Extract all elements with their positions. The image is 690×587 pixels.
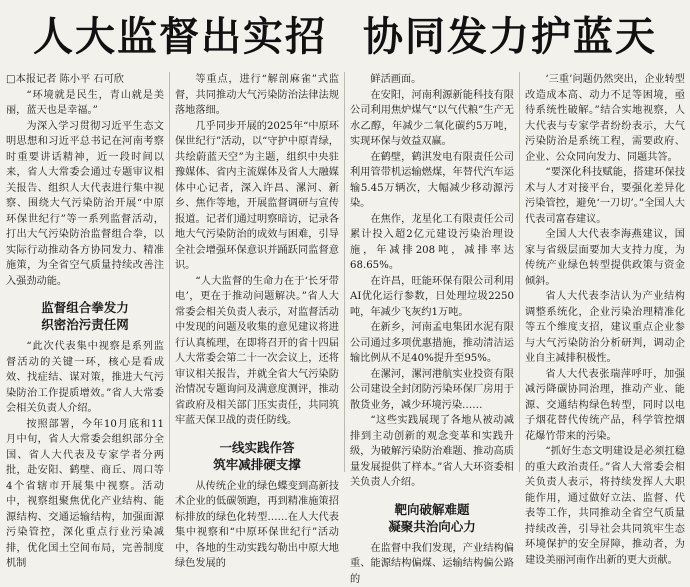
col4-paragraph: ‘三重’问题仍然突出，企业转型改造成本高、动力不足等困境，亟待系统性破解。”结合实地视察，人大代表与专家学者纷纷表示，大气污染防治是系统工程，需要政府、企业、公众同向发力、同题共答。 [525,72,685,165]
col1-paragraph: 按照部署，今年10月底和11月中旬，省人大常委会组织部分全国、省人大代表及专家学者分两批，赴安阳、鹤壁、商丘、周口等4个省辖市开展集中视察。活动中，视察组聚焦优化产业结构、能源结构、交通运输结构，加强面源污染管控，深化重点行业污染减排，优化国土空间布局，完善制度机制 [6,417,164,572]
col3-paragraph: 在许昌，旺能环保有限公司利用AI优化运行参数，日处理垃圾2250吨，年减少飞灰约1万吨。 [350,274,514,321]
col3-paragraph: 在鹤壁，鹤淇发电有限责任公司利用管带机运输燃煤，年替代汽车运输5.45万辆次，大幅减少移动源污染。 [350,150,514,212]
col4-paragraph: 省人大代表李洁认为产业结构调整系统化，企业污染治理精准化等五个维度支招，建议重点企业参与大气污染防治分析研判，调动企业自主减排积极性。 [525,289,685,367]
col2-paragraph: 等重点，进行“解剖麻雀”式监督，共同推动大气污染防治法律法规落地落细。 [175,72,339,119]
column-1 [6,72,164,472]
col3-paragraph: 在安阳，河南利源新能科技有限公司利用焦炉煤气“以气代粮”生产无水乙醇，年减少二氧化碳约5万吨，实现环保与效益双赢。 [350,88,514,150]
col3-paragraph: 在监督中我们发现，产业结构偏重、能源结构偏煤、运输结构偏公路的 [350,541,514,587]
col2-paragraph: “人大监督的生命力在于‘长牙带电’，更在于推动问题解决。”省人大常委会相关负责人表示，对监督活动中发现的问题及收集的意见建议将进行认真梳理，在即将召开的省十四届人大常委会第二十一次会议上，还将审议相关报告，并就全省大气污染防治情况专题询问及满意度测评，推动省政府及相关部门压实责任，共同筑牢蓝天保卫战的责任防线。 [175,274,339,429]
col4-paragraph: “要深化科技赋能，搭建环保技术与人才对接平台，要强化差异化污染管控，避免‘一刀切’。”全国人大代表司富春建议。 [525,165,685,227]
col1-paragraph: “环境就是民生，青山就是美丽，蓝天也是幸福。” [6,88,164,119]
column-divider [519,72,520,472]
col4-paragraph: “抓好生态文明建设是必须扛稳的重大政治责任。”省人大常委会相关负责人表示，将持续发挥人大职能作用，通过做好立法、监督、代表等工作，共同推动全省空气质量持续改善，引导社会共同筑牢生态环境保护的安全屏障，推动者，为建设美丽河南作出新的更大贡献。 [525,444,685,568]
col3-paragraph: 在新乡，河南孟电集团水泥有限公司通过多项优惠措施，推动清洁运输比例从不足40%提升至95%。 [350,320,514,367]
column-divider [169,72,170,472]
col2-paragraph: 几乎同步开展的2025年“中原环保世纪行”活动，以“守护中原青绿，共绘蔚蓝天空”为主题，组织中央驻豫媒体、省内主流媒体及省人大融媒体中心记者，深入许昌、漯河、新乡、焦作等地，开展监督调研与宣传报道。记者们通过明察暗访，记录各地大气污染防治的成效与困难，引导全社会增强环保意识并踊跃同监督意识。 [175,119,339,274]
headline-part1: 人大监督出实招 [33,5,327,62]
col1-paragraph: “此次代表集中视察是系列监督活动的关键一环，核心是看成效、找症结、谋对策，推进大气污染防治工作提质增效。”省人大常委会相关负责人介绍。 [6,339,164,417]
column-divider [344,72,345,472]
column-2 [175,72,339,472]
subhead-line: 筑牢减排硬支撑 [175,456,339,473]
headline-part2: 协同发力护蓝天 [363,5,657,62]
section-subhead-2 [175,439,339,473]
headline [0,0,690,66]
column-4 [525,72,685,472]
section-subhead-3 [350,501,514,535]
subhead-line: 监督组合拳发力 [6,299,164,316]
subhead-line: 靶向破解难题 [350,501,514,518]
subhead-line: 织密治污责任网 [6,316,164,333]
col1-paragraph: 为深入学习贯彻习近平生态文明思想和习近平总书记在河南考察时重要讲话精神，近一段时间以来，省人大常委会通过专题审议相关报告、组织人大代表进行集中视察、围绕大气污染防治开展“中原环保世纪行”等一系列监督活动，打出大气污染防治监督组合拳，以实际行动推动各方协同发力、精准施策，为全省空气质量持续改善注入强劲动能。 [6,119,164,290]
subhead-line: 一线实践作答 [175,439,339,456]
byline: □本报记者 陈小平 石可欣 [6,72,164,88]
col3-paragraph: 在焦作，龙星化工有限责任公司累计投入超2亿元建设污染治理设施，年减排208吨，减排率达68.65%。 [350,212,514,274]
col4-paragraph: 省人大代表张瑞萍呼吁，加强减污降碳协同治理，推动产业、能源、交通结构绿色转型，同时以电子烟花替代传统产品，科学管控烟花爆竹带来的污染。 [525,367,685,445]
col3-paragraph: 鲜活画面。 [350,72,514,88]
col4-paragraph: 全国人大代表李海燕建议，国家与省级层面要加大支持力度，为传统产业绿色转型提供政策与资金倾斜。 [525,227,685,289]
col2-paragraph: 从传统企业的绿色蝶变到高新技术企业的低碳领跑，再到精准施策招标排放的绿色化转型……在人大代表集中视察和“中原环保世纪行”活动中，各地的生动实践勾勒出中原大地绿色发展的 [175,479,339,572]
section-subhead-1 [6,299,164,333]
subhead-line: 凝聚共治向心力 [350,518,514,535]
col3-paragraph: “这些实践展现了各地从被动减排到主动创新的观念变革和实践升级，为破解污染防治难题、推动高质量发展提供了样本。”省人大环资委相关负责人介绍。 [350,413,514,491]
column-3 [350,72,514,472]
col3-paragraph: 在漯河，漯河港航实业投资有限公司建设全封闭防污染环保厂房用于散货业务，减少环境污染…… [350,367,514,414]
